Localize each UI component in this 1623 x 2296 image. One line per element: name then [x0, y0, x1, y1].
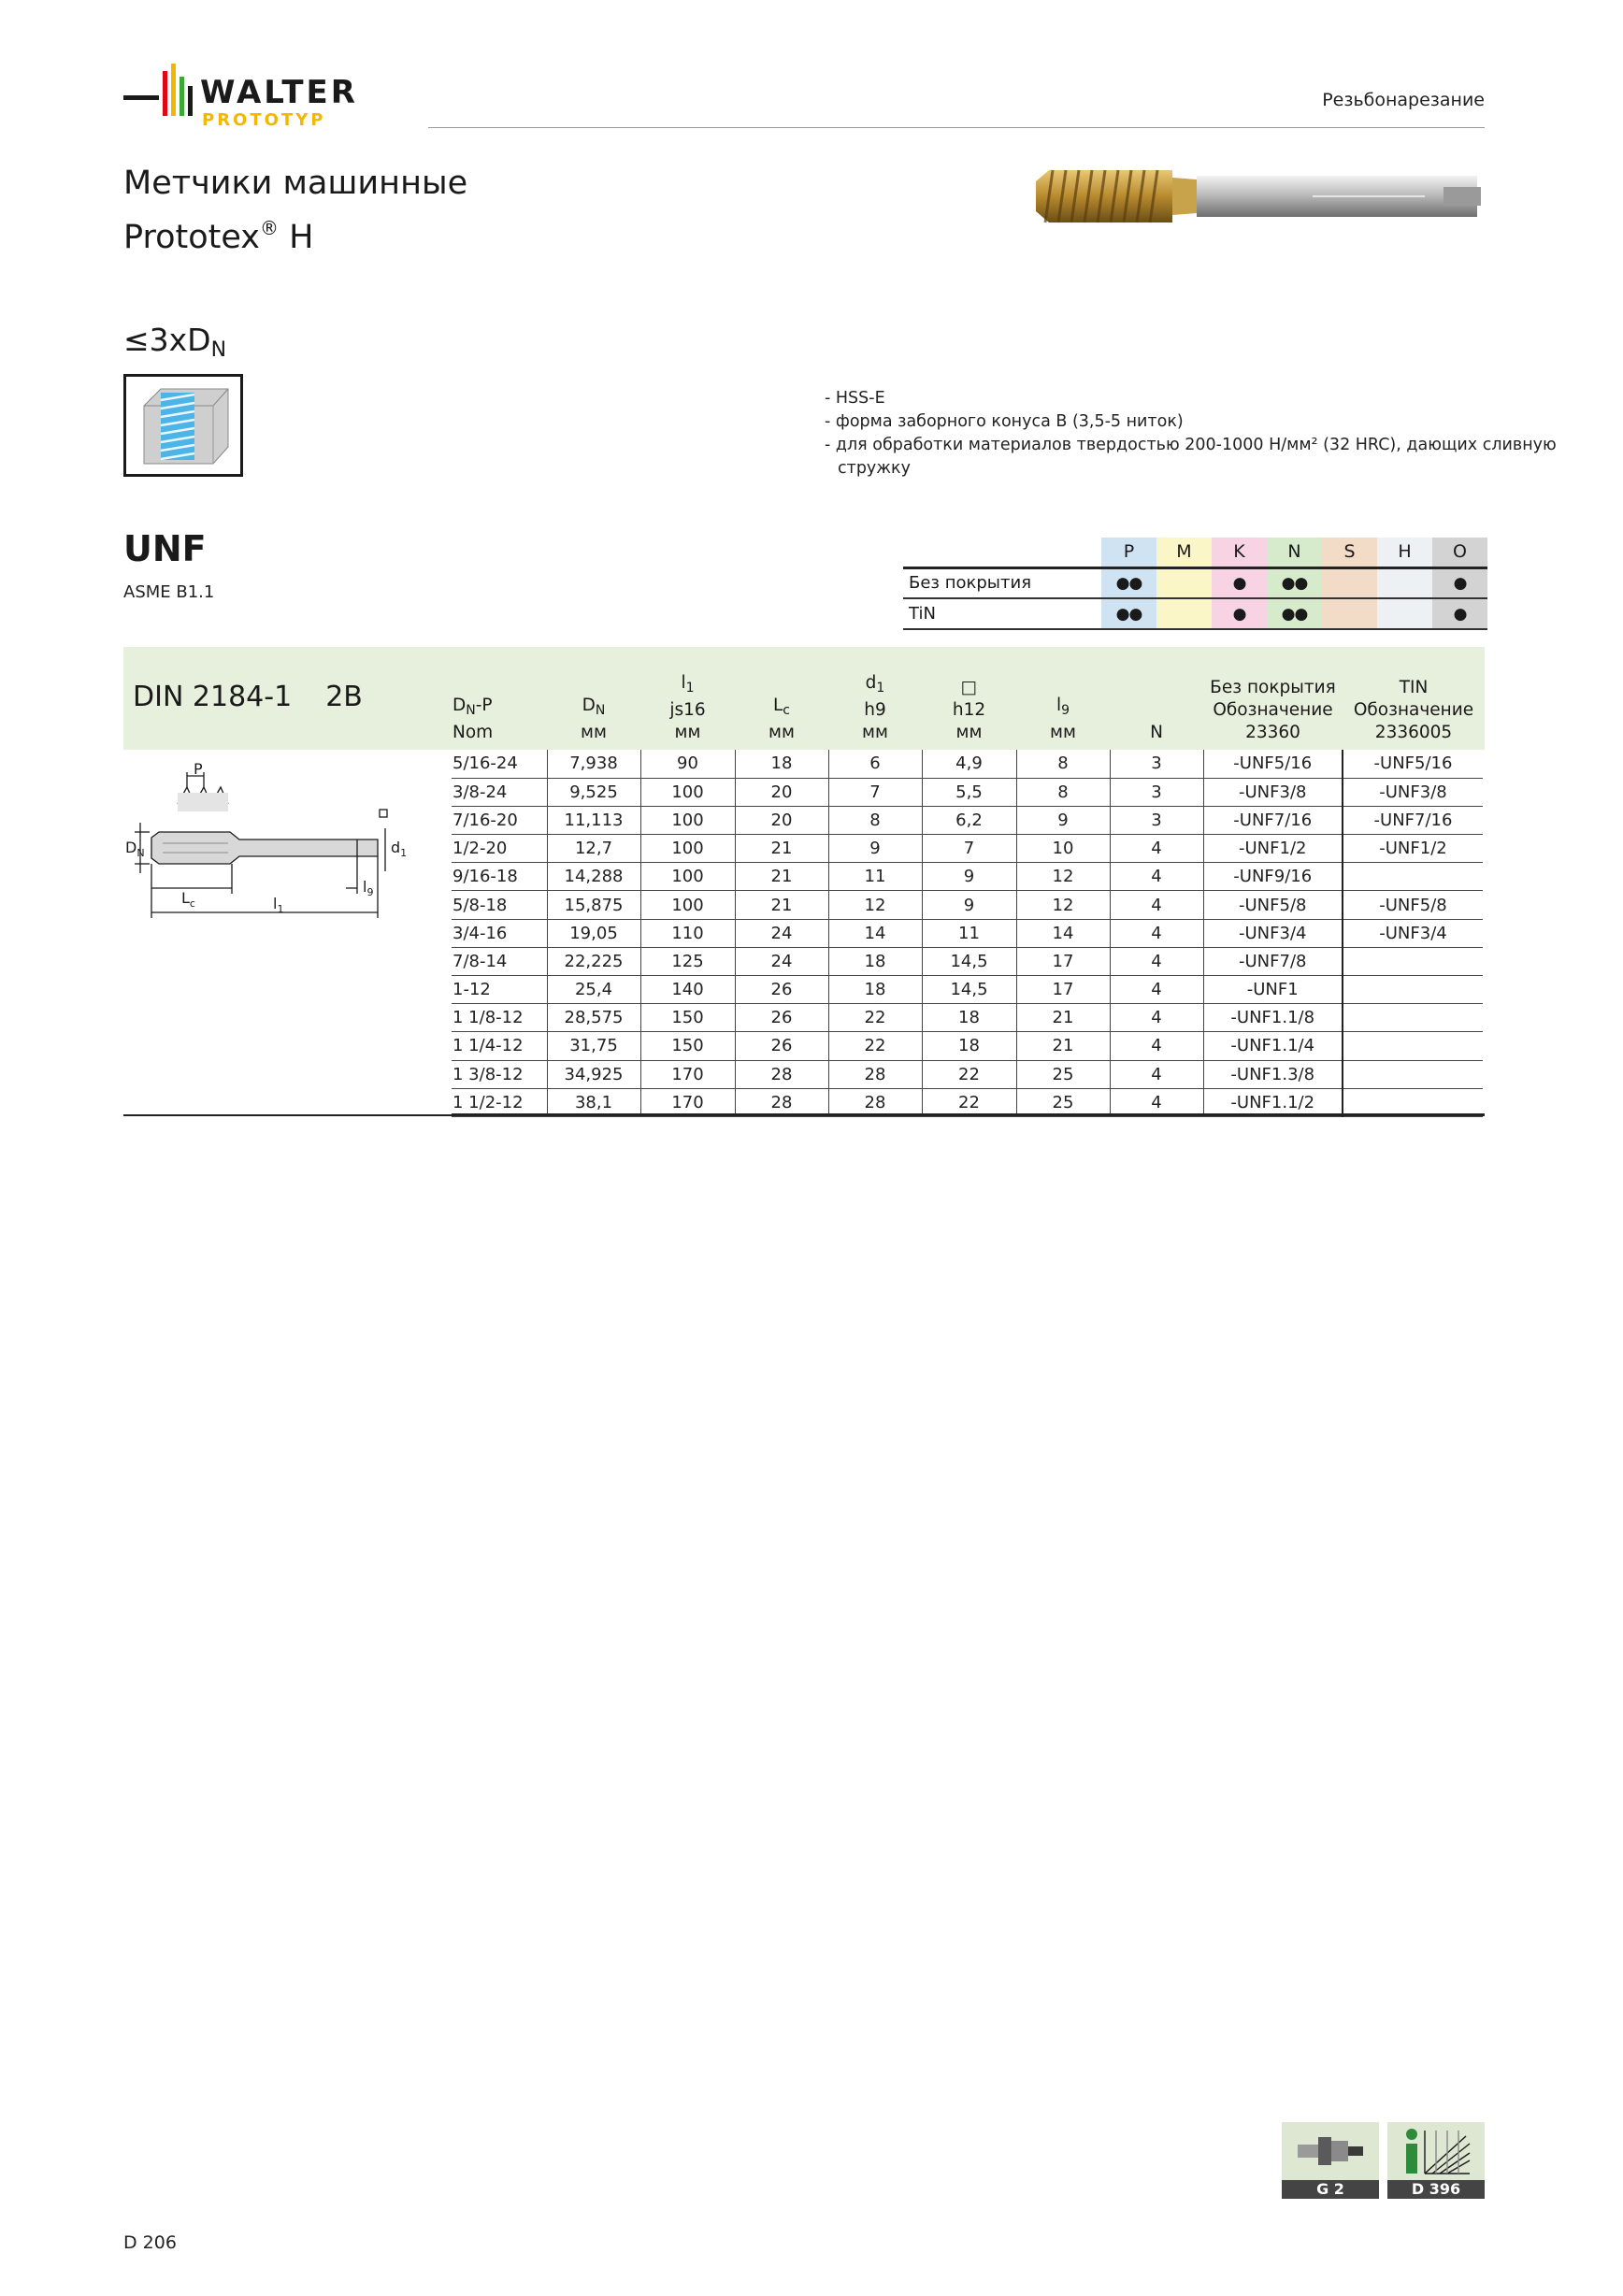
cell-d1: 7 [828, 778, 922, 806]
cell-lc: 26 [735, 1004, 828, 1032]
cell-l1: 100 [640, 806, 735, 834]
cell-dn: 22,225 [547, 947, 640, 975]
cell-l9: 17 [1016, 947, 1110, 975]
cell-dn: 7,938 [547, 750, 640, 778]
table-row [452, 1088, 1483, 1116]
cell-code-uncoated: -UNF1/2 [1203, 835, 1343, 863]
col-header-d1: $d_1$ h9 мм [862, 673, 888, 742]
tap-product-image [1032, 159, 1485, 234]
mat-mark: ●● [1267, 567, 1322, 598]
drawing-label-l1: $l_1$ [273, 895, 284, 915]
section-title: Резьбонарезание [1322, 90, 1485, 110]
cell-lc: 21 [735, 863, 828, 891]
cell-square: 7 [922, 835, 1016, 863]
material-group-table [903, 538, 1487, 630]
cell-code-tin [1343, 863, 1483, 891]
cell-l1: 110 [640, 919, 735, 947]
cell-dn: 25,4 [547, 976, 640, 1004]
cell-d1: 11 [828, 863, 922, 891]
col-header-tin: TIN Обозначение 2336005 [1353, 678, 1474, 742]
cell-size-nom: 5/8-18 [452, 891, 547, 919]
cell-square: 18 [922, 1004, 1016, 1032]
cell-d1: 6 [828, 750, 922, 778]
cell-d1: 28 [828, 1088, 922, 1116]
cell-dn: 34,925 [547, 1060, 640, 1088]
cell-size-nom: 7/16-20 [452, 806, 547, 834]
cell-n: 4 [1110, 863, 1203, 891]
mat-group-o: O [1432, 538, 1487, 567]
table-row [452, 778, 1483, 806]
cell-lc: 18 [735, 750, 828, 778]
cell-square: 9 [922, 863, 1016, 891]
mat-mark [1377, 567, 1432, 598]
cell-n: 4 [1110, 919, 1203, 947]
cell-code-uncoated: -UNF1.1/4 [1203, 1032, 1343, 1060]
cell-n: 4 [1110, 947, 1203, 975]
drawing-label-p: P [194, 760, 203, 778]
cell-d1: 12 [828, 891, 922, 919]
cell-code-uncoated: -UNF1.1/8 [1203, 1004, 1343, 1032]
cell-code-uncoated: -UNF3/8 [1203, 778, 1343, 806]
title-line-1: Метчики машинные [123, 165, 468, 202]
cell-n: 3 [1110, 750, 1203, 778]
tap-holder-icon [1282, 2122, 1379, 2180]
cell-code-uncoated: -UNF7/16 [1203, 806, 1343, 834]
mat-group-s: S [1322, 538, 1377, 567]
cell-n: 4 [1110, 976, 1203, 1004]
cell-lc: 21 [735, 891, 828, 919]
cell-code-tin [1343, 1032, 1483, 1060]
cell-dn: 11,113 [547, 806, 640, 834]
cell-code-uncoated: -UNF3/4 [1203, 919, 1343, 947]
mat-header-blank [903, 538, 1101, 567]
mat-row-label: TiN [903, 598, 1101, 629]
cell-l9: 9 [1016, 806, 1110, 834]
cell-square: 5,5 [922, 778, 1016, 806]
drawing-label-l9: $l_9$ [363, 878, 374, 898]
cell-code-tin: -UNF1/2 [1343, 835, 1483, 863]
table-row [452, 750, 1483, 778]
cell-n: 4 [1110, 1004, 1203, 1032]
cell-dn: 12,7 [547, 835, 640, 863]
mat-group-m: M [1156, 538, 1212, 567]
cell-square: 22 [922, 1060, 1016, 1088]
cell-l9: 10 [1016, 835, 1110, 863]
cell-n: 3 [1110, 806, 1203, 834]
table-row [452, 976, 1483, 1004]
cell-code-tin: -UNF5/16 [1343, 750, 1483, 778]
cell-l9: 25 [1016, 1060, 1110, 1088]
col-header-square: □ h12 мм [952, 678, 986, 742]
drawing-label-dn: $D_N$ [125, 839, 145, 859]
cell-size-nom: 1 3/8-12 [452, 1060, 547, 1088]
cell-dn: 19,05 [547, 919, 640, 947]
cell-n: 4 [1110, 1060, 1203, 1088]
cell-code-tin [1343, 947, 1483, 975]
ref-g2-link[interactable] [1282, 2122, 1379, 2199]
table-row [452, 891, 1483, 919]
table-row [452, 835, 1483, 863]
table-row [452, 1032, 1483, 1060]
tap-dimension-drawing [125, 753, 449, 922]
cell-l1: 100 [640, 863, 735, 891]
cell-code-uncoated: -UNF1.3/8 [1203, 1060, 1343, 1088]
svg-text:WALTER: WALTER [200, 74, 358, 111]
mat-row-label: Без покрытия [903, 567, 1101, 598]
cell-code-tin [1343, 976, 1483, 1004]
mat-mark: ●● [1101, 598, 1156, 629]
cell-l1: 170 [640, 1088, 735, 1116]
cell-dn: 38,1 [547, 1088, 640, 1116]
thread-standard: UNF [123, 528, 207, 569]
drawing-label-d1: $d_1$ [391, 839, 408, 859]
col-header-dn: $D_N$ мм [581, 696, 607, 742]
cell-l1: 170 [640, 1060, 735, 1088]
table-row [452, 947, 1483, 975]
cell-l9: 12 [1016, 863, 1110, 891]
table-row [452, 919, 1483, 947]
mat-group-p: P [1101, 538, 1156, 567]
cell-size-nom: 9/16-18 [452, 863, 547, 891]
cell-d1: 18 [828, 976, 922, 1004]
cell-size-nom: 3/4-16 [452, 919, 547, 947]
mat-group-k: K [1212, 538, 1267, 567]
mat-mark: ● [1432, 567, 1487, 598]
table-bottom-rule [123, 1114, 452, 1116]
cell-l1: 150 [640, 1004, 735, 1032]
cell-code-tin [1343, 1004, 1483, 1032]
product-title [123, 161, 467, 260]
cell-d1: 28 [828, 1060, 922, 1088]
col-header-lc: $L_c$ мм [768, 696, 795, 742]
cell-l1: 140 [640, 976, 735, 1004]
cell-d1: 22 [828, 1032, 922, 1060]
cell-n: 4 [1110, 1032, 1203, 1060]
cell-l1: 125 [640, 947, 735, 975]
depth-capacity: $\le 3xD_N$ [123, 322, 227, 362]
feature-item: - форма заборного конуса B (3,5-5 ниток) [825, 412, 1184, 431]
col-header-l1: $l_1$ js16 мм [669, 673, 706, 742]
cell-l9: 14 [1016, 919, 1110, 947]
cell-l9: 8 [1016, 750, 1110, 778]
feature-item: - HSS-E [825, 389, 885, 408]
cell-code-tin [1343, 1088, 1483, 1116]
thread-norm: ASME B1.1 [123, 582, 215, 602]
cell-code-tin: -UNF5/8 [1343, 891, 1483, 919]
cell-l1: 100 [640, 835, 735, 863]
mat-mark: ●● [1101, 567, 1156, 598]
through-hole-thread-icon [123, 374, 243, 477]
table-bottom-rule [452, 1113, 1485, 1116]
mat-mark: ● [1432, 598, 1487, 629]
cell-size-nom: 1/2-20 [452, 835, 547, 863]
col-header-l9: $l_9$ мм [1050, 696, 1076, 742]
cell-lc: 26 [735, 1032, 828, 1060]
cell-lc: 28 [735, 1060, 828, 1088]
col-header-dnp: $D_N-P$ Nom [452, 696, 494, 742]
cell-dn: 15,875 [547, 891, 640, 919]
mat-mark [1322, 598, 1377, 629]
ref-tag: D 396 [1387, 2180, 1485, 2199]
cell-lc: 24 [735, 947, 828, 975]
cell-square: 14,5 [922, 947, 1016, 975]
cell-l9: 17 [1016, 976, 1110, 1004]
cell-lc: 20 [735, 778, 828, 806]
cell-lc: 28 [735, 1088, 828, 1116]
ref-d396-link[interactable] [1387, 2122, 1485, 2199]
cell-square: 4,9 [922, 750, 1016, 778]
page-number: D 206 [123, 2232, 177, 2253]
cell-l1: 100 [640, 891, 735, 919]
cell-code-uncoated: -UNF1.1/2 [1203, 1088, 1343, 1116]
cell-lc: 26 [735, 976, 828, 1004]
cell-size-nom: 1 1/8-12 [452, 1004, 547, 1032]
cell-size-nom: 1-12 [452, 976, 547, 1004]
title-line-2: Prototex® H [123, 217, 314, 256]
info-chart-icon [1387, 2122, 1485, 2180]
cell-code-tin: -UNF7/16 [1343, 806, 1483, 834]
cell-code-uncoated: -UNF9/16 [1203, 863, 1343, 891]
cell-code-tin [1343, 1060, 1483, 1088]
cell-size-nom: 3/8-24 [452, 778, 547, 806]
cell-l9: 8 [1016, 778, 1110, 806]
mat-group-n: N [1267, 538, 1322, 567]
table-row [452, 1004, 1483, 1032]
svg-text:PROTOTYP: PROTOTYP [202, 110, 326, 130]
header-divider [428, 127, 1485, 128]
cell-n: 4 [1110, 835, 1203, 863]
cell-l9: 25 [1016, 1088, 1110, 1116]
cell-square: 9 [922, 891, 1016, 919]
cell-n: 3 [1110, 778, 1203, 806]
din-standard: DIN 2184-1 2B [133, 681, 363, 713]
mat-mark: ● [1212, 567, 1267, 598]
cell-square: 11 [922, 919, 1016, 947]
cell-l9: 21 [1016, 1004, 1110, 1032]
cell-l1: 100 [640, 778, 735, 806]
cell-l1: 90 [640, 750, 735, 778]
cell-size-nom: 1 1/2-12 [452, 1088, 547, 1116]
cell-dn: 28,575 [547, 1004, 640, 1032]
cell-square: 6,2 [922, 806, 1016, 834]
tolerance-class: 2B [325, 681, 363, 713]
cell-l1: 150 [640, 1032, 735, 1060]
tap-size-table [452, 750, 1483, 1117]
cell-lc: 21 [735, 835, 828, 863]
cell-dn: 9,525 [547, 778, 640, 806]
mat-mark: ● [1212, 598, 1267, 629]
cell-square: 18 [922, 1032, 1016, 1060]
cell-d1: 18 [828, 947, 922, 975]
ref-tag: G 2 [1282, 2180, 1379, 2199]
cell-d1: 9 [828, 835, 922, 863]
table-row [452, 806, 1483, 834]
cell-n: 4 [1110, 1088, 1203, 1116]
cell-code-uncoated: -UNF7/8 [1203, 947, 1343, 975]
cell-lc: 20 [735, 806, 828, 834]
mat-mark: ●● [1267, 598, 1322, 629]
cell-code-tin: -UNF3/4 [1343, 919, 1483, 947]
cell-dn: 31,75 [547, 1032, 640, 1060]
feature-list [825, 387, 1623, 481]
walter-prototyp-logo [123, 58, 404, 133]
cell-code-tin: -UNF3/8 [1343, 778, 1483, 806]
cell-l9: 12 [1016, 891, 1110, 919]
mat-mark [1156, 567, 1212, 598]
cell-size-nom: 7/8-14 [452, 947, 547, 975]
table-row [452, 863, 1483, 891]
cell-size-nom: 5/16-24 [452, 750, 547, 778]
cell-square: 14,5 [922, 976, 1016, 1004]
table-row [452, 1060, 1483, 1088]
cell-d1: 14 [828, 919, 922, 947]
cell-d1: 22 [828, 1004, 922, 1032]
mat-mark [1377, 598, 1432, 629]
mat-mark [1322, 567, 1377, 598]
cell-dn: 14,288 [547, 863, 640, 891]
cell-code-uncoated: -UNF5/16 [1203, 750, 1343, 778]
cell-code-uncoated: -UNF5/8 [1203, 891, 1343, 919]
drawing-label-lc: $L_c$ [181, 889, 195, 910]
col-header-n: N [1150, 723, 1163, 742]
cell-size-nom: 1 1/4-12 [452, 1032, 547, 1060]
cell-l9: 21 [1016, 1032, 1110, 1060]
col-header-uncoated: Без покрытия Обозначение 23360 [1210, 678, 1336, 742]
mat-mark [1156, 598, 1212, 629]
cell-lc: 24 [735, 919, 828, 947]
feature-item: - для обработки материалов твердостью 200-1000 Н/мм² (32 HRC), дающих сливную стружку [825, 436, 1557, 478]
cell-square: 22 [922, 1088, 1016, 1116]
cell-n: 4 [1110, 891, 1203, 919]
cell-code-uncoated: -UNF1 [1203, 976, 1343, 1004]
mat-group-h: H [1377, 538, 1432, 567]
cell-d1: 8 [828, 806, 922, 834]
